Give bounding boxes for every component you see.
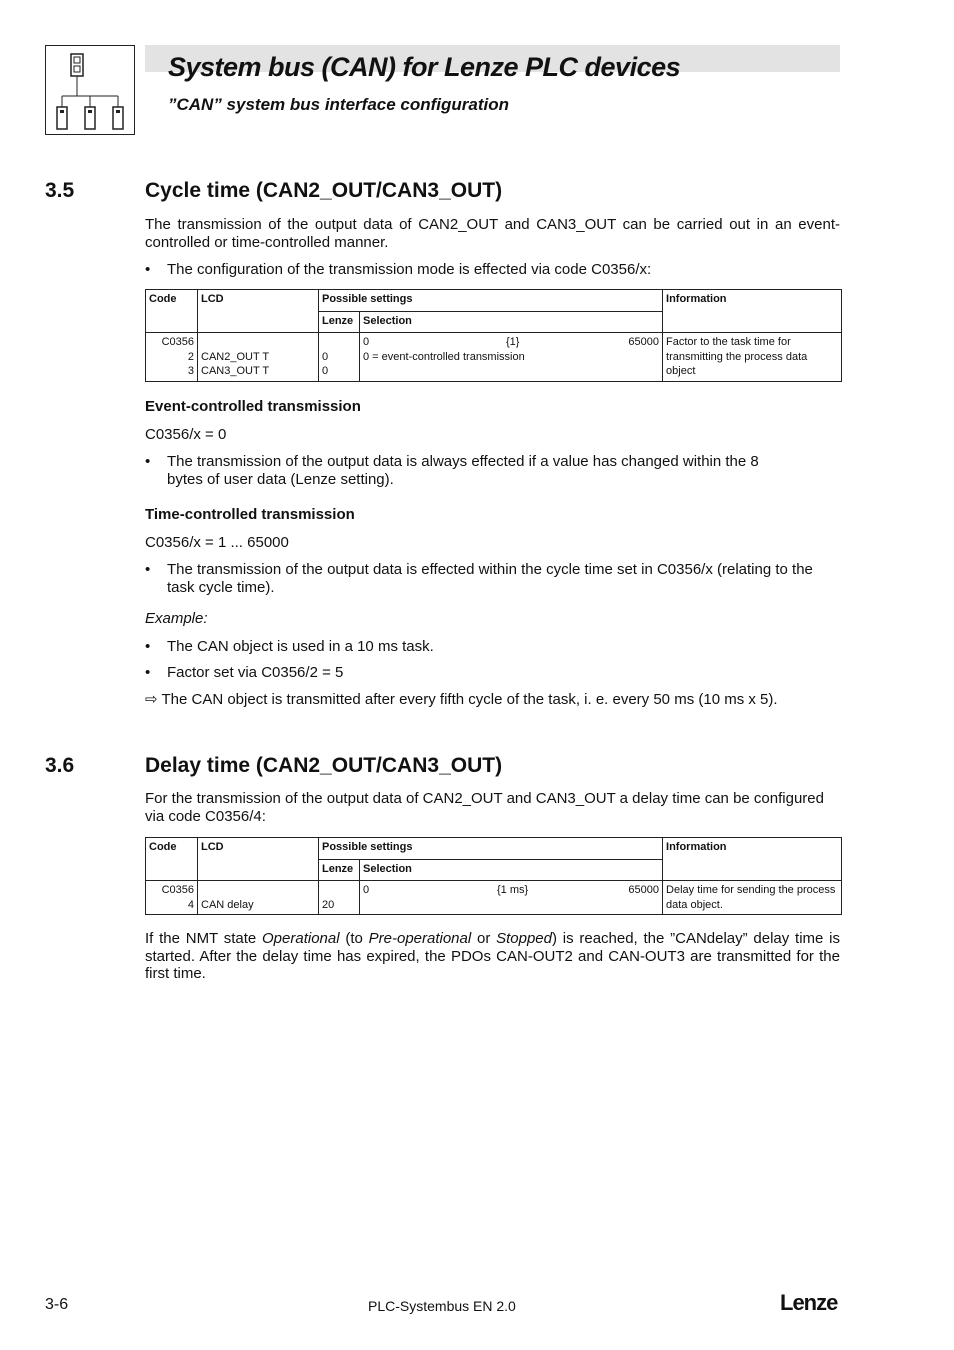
information-cell: Delay time for sending the process data object. xyxy=(663,881,842,915)
code-cell: C0356 4 xyxy=(146,881,198,915)
selection-step: {1 ms} xyxy=(497,884,529,896)
col-header-lenze: Lenze xyxy=(319,860,360,881)
time-code-value: C0356/x = 1 ... 65000 xyxy=(145,534,289,551)
example-label: Example: xyxy=(145,610,208,627)
selection-cell xyxy=(360,333,663,382)
col-header-code: Code xyxy=(146,290,198,333)
bullet-icon: • xyxy=(145,664,151,681)
col-header-code: Code xyxy=(146,838,198,881)
arrow-right-icon: ⇨ xyxy=(145,691,158,708)
lenze-cell: 0 0 xyxy=(319,333,360,382)
lcd-cell: CAN delay xyxy=(198,881,319,915)
parameter-table-cycle-time xyxy=(145,289,842,382)
list-item: • The transmission of the output data is effected within the cycle time set in C0356/x (relating to the task cycle time). xyxy=(145,561,813,596)
bullet-icon: • xyxy=(145,453,151,470)
selection-min: 0 xyxy=(363,884,370,896)
section-title: Delay time (CAN2_OUT/CAN3_OUT) xyxy=(145,754,503,777)
col-header-information: Information xyxy=(663,290,842,333)
example-result: ⇨ The CAN object is transmitted after every fifth cycle of the task, i. e. every 50 ms (10 ms x 5). xyxy=(145,691,778,708)
lenze-logo: Lenze xyxy=(780,1290,838,1315)
col-header-selection: Selection xyxy=(360,312,663,333)
bullet-icon: • xyxy=(145,261,151,278)
code-cell: C0356 2 3 xyxy=(146,333,198,382)
document-title: System bus (CAN) for Lenze PLC devices xyxy=(168,52,681,82)
time-controlled-heading: Time-controlled transmission xyxy=(145,506,355,523)
col-header-information: Information xyxy=(663,838,842,881)
section-intro: The transmission of the output data of CAN2_OUT and CAN3_OUT can be carried out in an event-controlled or time-controlled manner. xyxy=(145,216,840,251)
list-item: • The transmission of the output data is always effected if a value has changed within the 8 bytes of user data (Lenze setting). xyxy=(145,453,759,488)
selection-step: {1} xyxy=(506,336,520,348)
list-item: • The CAN object is used in a 10 ms task. xyxy=(145,638,434,655)
list-item: • The configuration of the transmission mode is effected via code C0356/x: xyxy=(145,261,652,278)
col-header-possible-settings: Possible settings xyxy=(319,838,663,860)
nmt-state-paragraph: If the NMT state Operational (to Pre-operational or Stopped) is reached, the ”CANdelay” delay time is started. After the delay time has expired, the PDOs CAN-OUT2 and CAN-OUT3 are transmitted for the first time. xyxy=(145,930,840,982)
parameter-table-delay-time xyxy=(145,837,842,915)
information-cell: Factor to the task time for transmitting the process data object xyxy=(663,333,842,382)
document-name: PLC-Systembus EN 2.0 xyxy=(368,1298,516,1314)
network-topology-icon xyxy=(45,45,135,135)
selection-max: 65000 xyxy=(628,336,660,348)
document-subtitle: ”CAN” system bus interface configuration xyxy=(168,95,510,114)
event-controlled-heading: Event-controlled transmission xyxy=(145,398,361,415)
table-row xyxy=(146,881,842,915)
lcd-cell: CAN2_OUT T CAN3_OUT T xyxy=(198,333,319,382)
selection-max: 65000 xyxy=(628,884,660,896)
section-number: 3.6 xyxy=(45,754,75,777)
event-code-value: C0356/x = 0 xyxy=(145,426,227,443)
lenze-cell: 20 xyxy=(319,881,360,915)
col-header-selection: Selection xyxy=(360,860,663,881)
col-header-lcd: LCD xyxy=(198,838,319,881)
selection-cell xyxy=(360,881,663,915)
col-header-lcd: LCD xyxy=(198,290,319,333)
table-row xyxy=(146,333,842,382)
selection-min: 0 xyxy=(363,336,370,348)
col-header-lenze: Lenze xyxy=(319,312,360,333)
section-title: Cycle time (CAN2_OUT/CAN3_OUT) xyxy=(145,179,503,202)
col-header-possible-settings: Possible settings xyxy=(319,290,663,312)
bullet-icon: • xyxy=(145,561,151,578)
page-number: 3-6 xyxy=(45,1296,69,1313)
selection-note: 0 = event-controlled transmission xyxy=(363,350,525,363)
section-intro: For the transmission of the output data of CAN2_OUT and CAN3_OUT a delay time can be configured via code C0356/4: xyxy=(145,790,824,825)
bullet-icon: • xyxy=(145,638,151,655)
section-number: 3.5 xyxy=(45,179,75,202)
list-item: • Factor set via C0356/2 = 5 xyxy=(145,664,344,681)
